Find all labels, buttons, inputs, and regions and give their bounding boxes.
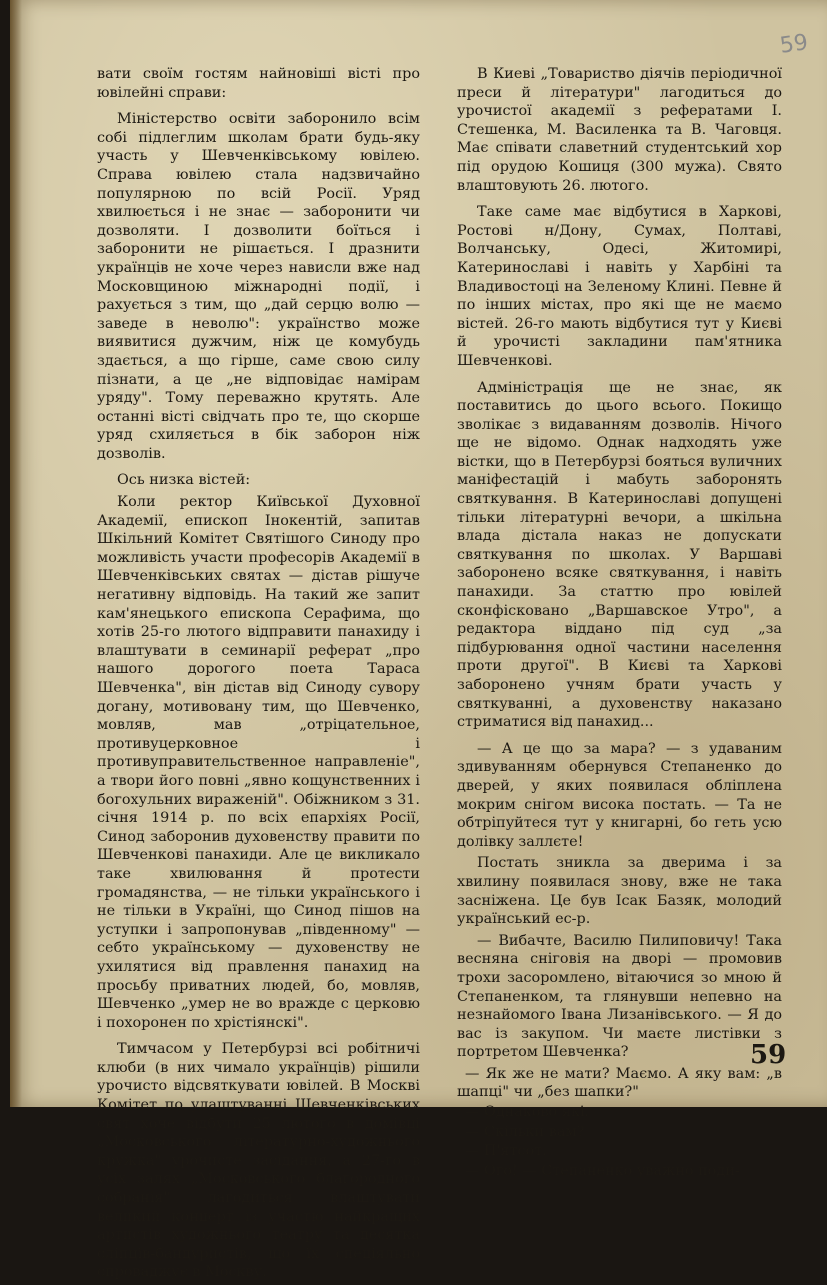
dialogue-line: — Як же не мати? Маємо. А яку вам: „в шапці" чи „без шапки?" bbox=[457, 1065, 782, 1101]
page-binding-shadow bbox=[10, 0, 22, 1107]
paragraph: Адміністрація ще не знає, як поставитись до цього всього. Покищо зволікає з видаванням дозволів. Нічого ще не відомо. Однак надходять уже вістки, що в Петербурзі бояться вуличних маніфестацій і мабуть заборонять святкування. В Катеринославі допущені тільки літературні вечори, а шкільна влада дістала наказ не допускати святкування по школах. У Варшаві заборонено всяке святкування, і навіть панахиди. За статтю про ювілей сконфісковано „Варшавское Утро", а редактора віддано під суд „за підбурювання одної частини населення проти другої". В Києві та Харкові заборонено учням брати участь у святкуванні, а духовенству наказано стриматися від панахид... bbox=[457, 379, 782, 731]
paragraph: Постать зникла за дверима і за хвилину появилася знову, вже не така засніжена. Це був Ісак Базяк, молодий український ес-р. bbox=[457, 855, 782, 928]
dialogue-line: — П'ятсот. bbox=[465, 1143, 547, 1160]
paragraph: Коли ректор Київської Духовної Академії, епископ Інокентій, запитав Шкільний Комітет Святішого Синоду про можливість участи професорів Академії в Шевченківських святах — дістав рішуче негативну відповідь. На такий же запит кам'янецького епископа Серафима, що хотів 25-го лютого відправити панахиду і влаштувати в семинарії реферат „про нашого дорогого поета Тараса Шевченка", він дістав від Синоду сувору догану, мотивовану тим, що Шевченко, мовляв, мав „отріцательное, противуцерковное і противуправительственное направленіе", а твори його повні „явно кощунственних і богохульних вираженій". Обіжником з 31. січня 1914 р. по всіх епархіях Росії, Синод заборонив духовенству правити по Шевченкові панахиди. Але це викликало таке хвилювання й протести громадянства, — не тільки українського і не тільки в Україні, що Синод пішов на уступки і запропонував „південному" — себто українському — духовенству не ухилятися від правлення панахид на просьбу приватних людей, бо, мовляв, Шевченко „умер не во вражде с церковю і похоронен по хрістіянскі". bbox=[97, 494, 420, 1031]
paragraph: Тимчасом у Петербурзі всі робітничі клюби (в них чимало українців) рішили урочисто відсвяткувати ювілей. В Москві Комітет по улаштуванні Шевченківських свят хоче відбути 25 лютого в домівці „Московського літературно-художнього кружка" урочисте засідання, а 27-го в усіх залях „Московського благородного собранія" лагодиться влаштувати великий концерт із участю найкращих артистів художнього театру та десятка сліпців-бандуристів, що їх спеціяльно спроваджує в Москву. bbox=[97, 1041, 420, 1281]
dialogue-line: — Однаково які. bbox=[465, 1104, 590, 1121]
paragraph: Ось низка вістей: bbox=[117, 472, 251, 489]
paragraph: Таке саме має відбутися в Харкові, Ростові н/Дону, Сумах, Полтаві, Волчанську, Одесі, Житомирі, Катеринославі і навіть у Харбіні та Владивостоці на Зеленому Клині. Певне й по інших містах, про які ще не маємо вістей. 26-го мають відбутися тут у Києві й урочисті закладини пам'ятника Шевченкові. bbox=[457, 204, 782, 369]
paragraph: — А це що за мара? — з удаваним здивуванням обернувся Степаненко до дверей, у яких появилася обліплена мокрим снігом висока постать. — Та не обтріпуйтеся тут у книгарні, бо геть усю долівку заллєте! bbox=[457, 740, 782, 850]
paragraph: Міністерство освіти заборонило всім собі підлеглим школам брати будь-яку участь у Шевченківському ювілею. Справа ювілею стала надзвичайно популярною по всій Росії. Уряд хвилюється і не знає — заборонити чи дозволяти. І дозволити боїться і заборонити не рішається. І дразнити українців не хоче через нависли вже над Московщиною міжнародні події, і рахується з тим, що „дай серцю волю — заведе в неволю": українство може виявитися дужчим, ніж це комубудь здається, а що гірше, саме свою силу пізнати, а це „не відповідає намірам уряду". Тому переважно крутять. Але останні вісті свідчать про те, що скорше уряд схиляється в бік заборон ніж дозволів. bbox=[97, 111, 420, 462]
book-page bbox=[10, 0, 827, 1281]
left-text-column bbox=[97, 65, 420, 1285]
page-number: 59 bbox=[750, 1040, 787, 1070]
paragraph: В Киеві „Товариство діячів періодичної преси й літератури" лагодиться до урочистої академії з рефератами І. Стешенка, М. Василенка та В. Чаговця. Має співати славетний студентський хор під орудою Кошиця (300 мужа). Свято влаштовують 26. лютого. bbox=[457, 66, 782, 194]
dialogue-line: — Ого! — Степаненко уважно поди- bbox=[465, 1162, 740, 1179]
right-text-column bbox=[457, 65, 782, 1181]
margin-annotation: 59 bbox=[778, 30, 810, 59]
paragraph: — Вибачте, Василю Пилиповичу! Така весняна сніговія на дворі — промовив трохи засоромлено, вітаючися зо мною й Степаненком, та глянувши непевно на незнайомого Івана Лизанівського. — Я до вас із закупом. Чи маєте листівки з портретом Шевченка? bbox=[457, 932, 782, 1061]
paragraph: вати своїм гостям найновіші вісті про ювілейні справи: bbox=[97, 66, 420, 101]
dialogue-line: — Скільки вам? bbox=[465, 1123, 585, 1140]
